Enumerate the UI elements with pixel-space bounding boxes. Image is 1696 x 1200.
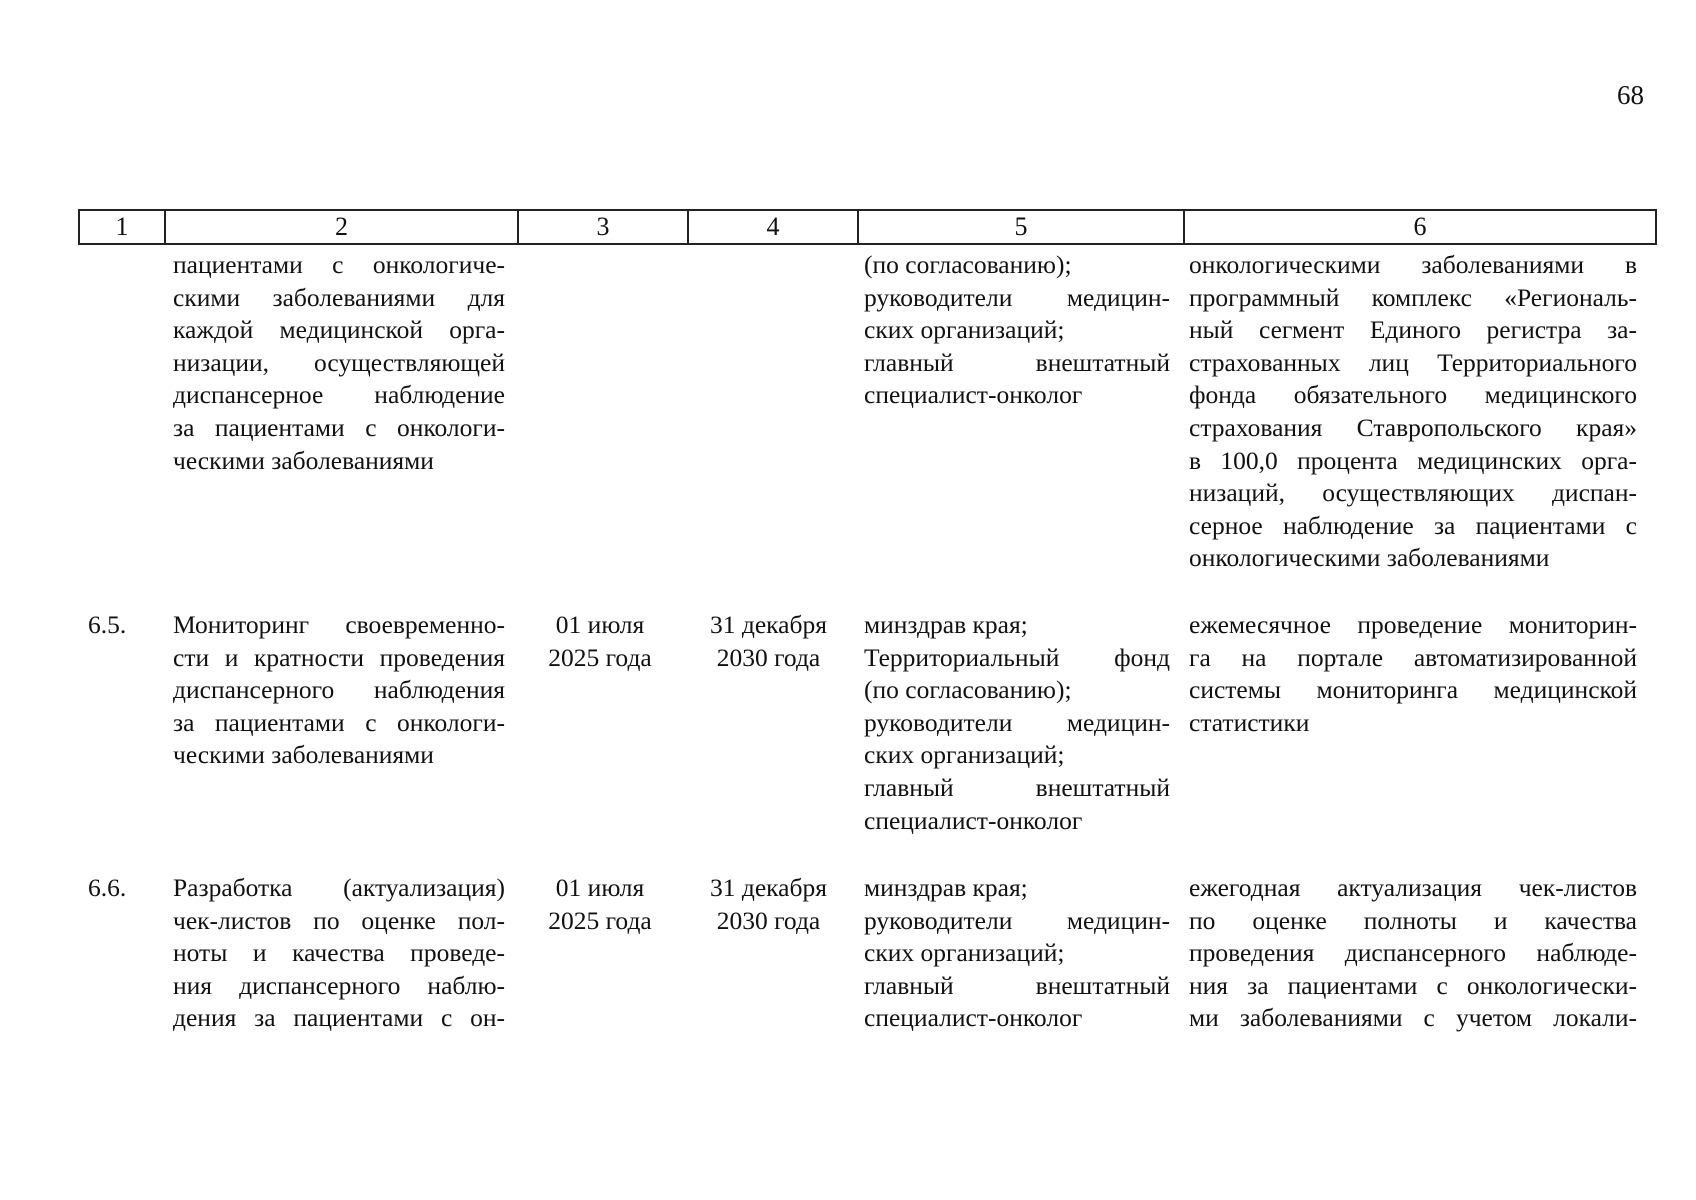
row-result <box>1189 609 1637 739</box>
continuation-result <box>1189 249 1637 575</box>
text-line: чек-листов по оценке пол- <box>173 905 505 935</box>
header-cell-2: 2 <box>165 210 518 244</box>
text-line: каждой медицинской орга- <box>173 315 505 345</box>
text-line: страхования Ставропольского края» <box>1189 412 1637 442</box>
text-line: за пациентами с онкологи- <box>173 412 505 442</box>
text-line: дения за пациентами с он- <box>173 1003 505 1033</box>
text-line: 2025 года <box>548 642 652 672</box>
text-line: низации, осуществляющей <box>173 347 505 377</box>
text-line: системы мониторинга медицинской <box>1189 675 1637 705</box>
text-line: серное наблюдение за пациентами с <box>1189 510 1637 540</box>
text-line: ческими заболеваниями <box>173 740 434 770</box>
text-line: 2030 года <box>716 905 821 935</box>
text-line: ный сегмент Единого регистра за- <box>1189 315 1637 345</box>
row-description <box>173 872 505 1035</box>
text-line: статистики <box>1189 707 1310 737</box>
text-line: фонда обязательного медицинского <box>1189 380 1637 410</box>
table-header <box>78 209 1657 245</box>
text-line: главный внештатный <box>864 347 1170 377</box>
text-line: ческими заболеваниями <box>173 445 434 475</box>
text-line: 31 декабря <box>710 873 827 902</box>
text-line: ми заболеваниями с учетом локали- <box>1189 1003 1637 1033</box>
row-description <box>173 609 505 772</box>
text-line: специалист-онколог <box>864 380 1083 410</box>
text-line: 2025 года <box>548 905 652 935</box>
row-start-date <box>530 872 670 937</box>
text-line: ских организаций; <box>864 740 1065 770</box>
text-line: 31 декабря <box>710 610 827 639</box>
text-line: руководители медицин- <box>864 905 1170 935</box>
text-line: минздрав края; <box>864 873 1028 902</box>
text-line: низаций, осуществляющих диспан- <box>1189 478 1637 508</box>
text-line: га на портале автоматизированной <box>1189 642 1637 672</box>
text-line: ния за пациентами с онкологически- <box>1189 970 1637 1000</box>
text-line: 2030 года <box>716 642 821 672</box>
header-cell-5: 5 <box>858 210 1184 244</box>
text-line: (по согласованию); <box>864 250 1072 279</box>
text-line: проведения диспансерного наблюде- <box>1189 938 1637 968</box>
text-line: ежемесячное проведение мониторин- <box>1189 610 1637 639</box>
continuation-responsible <box>864 249 1170 412</box>
header-cell-1: 1 <box>79 210 165 244</box>
row-start-date <box>530 609 670 674</box>
table-header-row <box>79 210 1656 244</box>
text-line: ноты и качества проведе- <box>173 938 505 968</box>
row-number: 6.6. <box>88 873 127 902</box>
text-line: по оценке полноты и качества <box>1189 905 1637 935</box>
text-line: сти и кратности проведения <box>173 642 505 672</box>
text-line: главный внештатный <box>864 970 1170 1000</box>
text-line: руководители медицин- <box>864 282 1170 312</box>
text-line: 01 июля <box>555 610 645 639</box>
text-line: ских организаций; <box>864 315 1065 345</box>
continuation-description <box>173 249 505 477</box>
row-responsible <box>864 872 1170 1035</box>
header-cell-3: 3 <box>518 210 688 244</box>
text-line: ежегодная актуализация чек-листов <box>1189 873 1637 902</box>
text-line: страхованных лиц Территориального <box>1189 347 1637 377</box>
text-line: диспансерное наблюдение <box>173 380 505 410</box>
text-line: (по согласованию); <box>864 675 1072 705</box>
row-responsible <box>864 609 1170 837</box>
row-number: 6.5. <box>88 610 127 639</box>
text-line: в 100,0 процента медицинских орга- <box>1189 445 1637 475</box>
row-end-date <box>696 609 841 674</box>
text-line: минздрав края; <box>864 610 1028 639</box>
text-line: Мониторинг своевременно- <box>173 610 505 639</box>
text-line: за пациентами с онкологи- <box>173 707 505 737</box>
text-line: программный комплекс «Региональ- <box>1189 282 1637 312</box>
text-line: скими заболеваниями для <box>173 282 505 312</box>
text-line: специалист-онколог <box>864 1003 1083 1033</box>
text-line: руководители медицин- <box>864 707 1170 737</box>
text-line: главный внештатный <box>864 772 1170 802</box>
header-cell-6: 6 <box>1184 210 1656 244</box>
row-end-date <box>696 872 841 937</box>
header-cell-4: 4 <box>688 210 858 244</box>
text-line: диспансерного наблюдения <box>173 675 505 705</box>
text-line: 01 июля <box>555 873 645 902</box>
row-result <box>1189 872 1637 1035</box>
page-number: 68 <box>1617 80 1644 110</box>
text-line: Территориальный фонд <box>864 642 1170 672</box>
text-line: пациентами с онкологиче- <box>173 250 505 279</box>
text-line: Разработка (актуализация) <box>173 873 505 902</box>
text-line: ских организаций; <box>864 938 1065 968</box>
text-line: онкологическими заболеваниями в <box>1189 250 1637 279</box>
text-line: специалист-онколог <box>864 805 1083 835</box>
text-line: онкологическими заболеваниями <box>1189 543 1550 573</box>
text-line: ния диспансерного наблю- <box>173 970 505 1000</box>
